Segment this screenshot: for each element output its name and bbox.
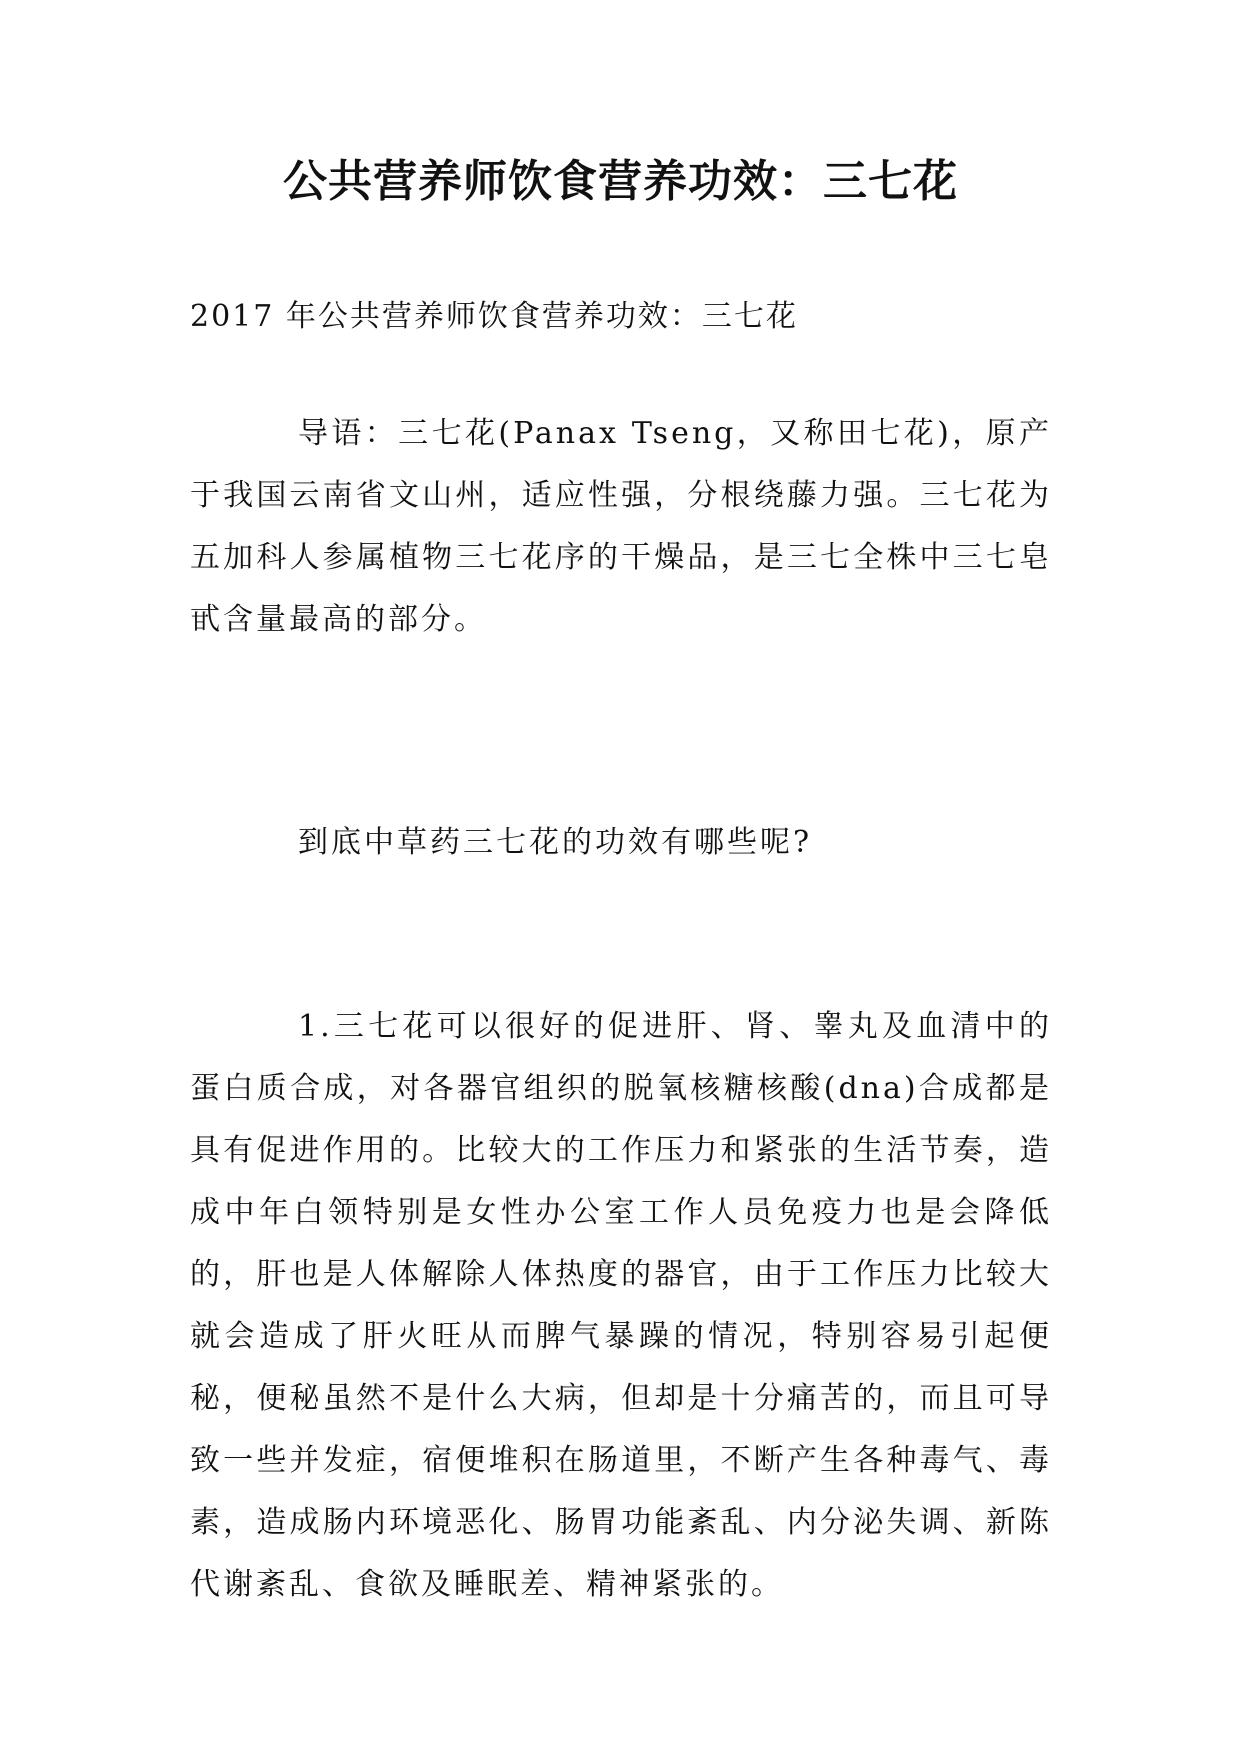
question-paragraph: 到底中草药三七花的功效有哪些呢?: [298, 825, 813, 860]
intro-paragraph: 导语：三七花(Panax Tseng，又称田七花)，原产于我国云南省文山州，适应性强，分根绕藤力强。三七花为五加科人参属植物三七花序的干燥品，是三七全株中三七皂甙含量最高的部分。: [190, 416, 1052, 637]
point-1-paragraph: 1.三七花可以很好的促进肝、肾、睾丸及血清中的蛋白质合成，对各器官组织的脱氧核糖核酸(dna)合成都是具有促进作用的。比较大的工作压力和紧张的生活节奏，造成中年白领特别是女性办公室工作人员免疫力也是会降低的，肝也是人体解除人体热度的器官，由于工作压力比较大就会造成了肝火旺从而脾气暴躁的情况，特别容易引起便秘，便秘虽然不是什么大病，但却是十分痛苦的，而且可导致一些并发症，宿便堆积在肠道里，不断产生各种毒气、毒素，造成肠内环境恶化、肠胃功能紊乱、内分泌失调、新陈代谢紊乱、食欲及睡眠差、精神紧张的。: [190, 1009, 1052, 1602]
document-title: 公共营养师饮食营养功效：三七花: [283, 156, 958, 207]
document-subtitle: 2017 年公共营养师饮食营养功效：三七花: [190, 299, 798, 334]
